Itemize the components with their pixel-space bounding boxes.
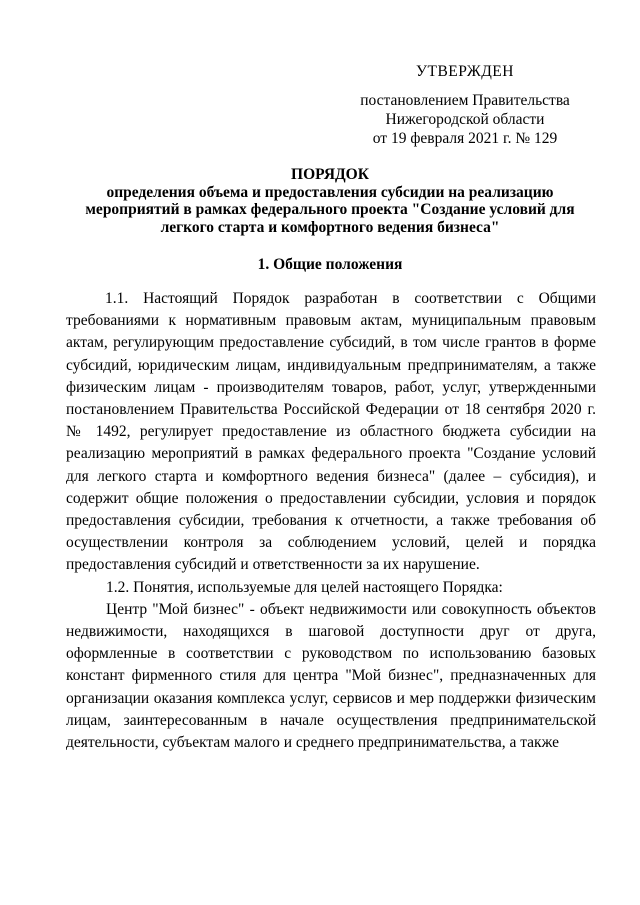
title-line-3: мероприятий в рамках федерального проекта "Создание условий для <box>85 201 575 218</box>
paragraph-1-2: 1.2. Понятия, используемые для целей настоящего Порядка: <box>106 578 503 596</box>
section-heading: 1. Общие положения <box>257 256 403 273</box>
document-body <box>66 288 596 754</box>
approval-stamp-title: УТВЕРЖДЕН <box>416 63 514 80</box>
title-line-4: легкого старта и комфортного ведения бизнеса" <box>160 218 500 236</box>
title-line-1: ПОРЯДОК <box>291 166 369 183</box>
approval-line-2: Нижегородской области <box>385 111 545 128</box>
paragraph-definition: Центр "Мой бизнес" - объект недвижимости или совокупность объектов недвижимости, находящихся в шаговой доступности друг от друга, оформленные в соответствии с руководством по использованию базовых констант фирменного стиля для центра "Мой бизнес", предназначенных для организации оказания комплекса услуг, сервисов и мер поддержки физическим лицам, заинтересованным в начале осуществления предпринимательской деятельности, субъектам малого и среднего предпринимательства, а также <box>66 600 596 752</box>
approval-block <box>300 91 630 148</box>
title-line-2: определения объема и предоставления субсидии на реализацию <box>106 183 554 201</box>
paragraph-1-1: 1.1. Настоящий Порядок разработан в соответствии с Общими требованиями к нормативным правовым актам, муниципальным правовым актам, регулирующим предоставление субсидий, в том числе грантов в форме субсидий, юридическим лицам, индивидуальным предпринимателям, а также физическим лицам - производителям товаров, работ, услуг, утвержденными постановлением Правительства Российской Федерации от 18 сентября 2020 г. № 1492, регулирует предоставление из областного бюджета субсидии на реализацию мероприятий в рамках федерального проекта "Создание условий для легкого старта и комфортного ведения бизнеса" (далее – субсидия), и содержит общие положения о предоставлении субсидии, условия и порядок предоставления субсидии, требования к отчетности, а также требования об осуществлении контроля за соблюдением условий, целей и порядка предоставления субсидий и ответственности за их нарушение. <box>66 290 596 574</box>
approval-line-1: постановлением Правительства <box>360 92 570 109</box>
document-title <box>60 166 600 236</box>
approval-line-3: от 19 февраля 2021 г. № 129 <box>372 130 558 147</box>
